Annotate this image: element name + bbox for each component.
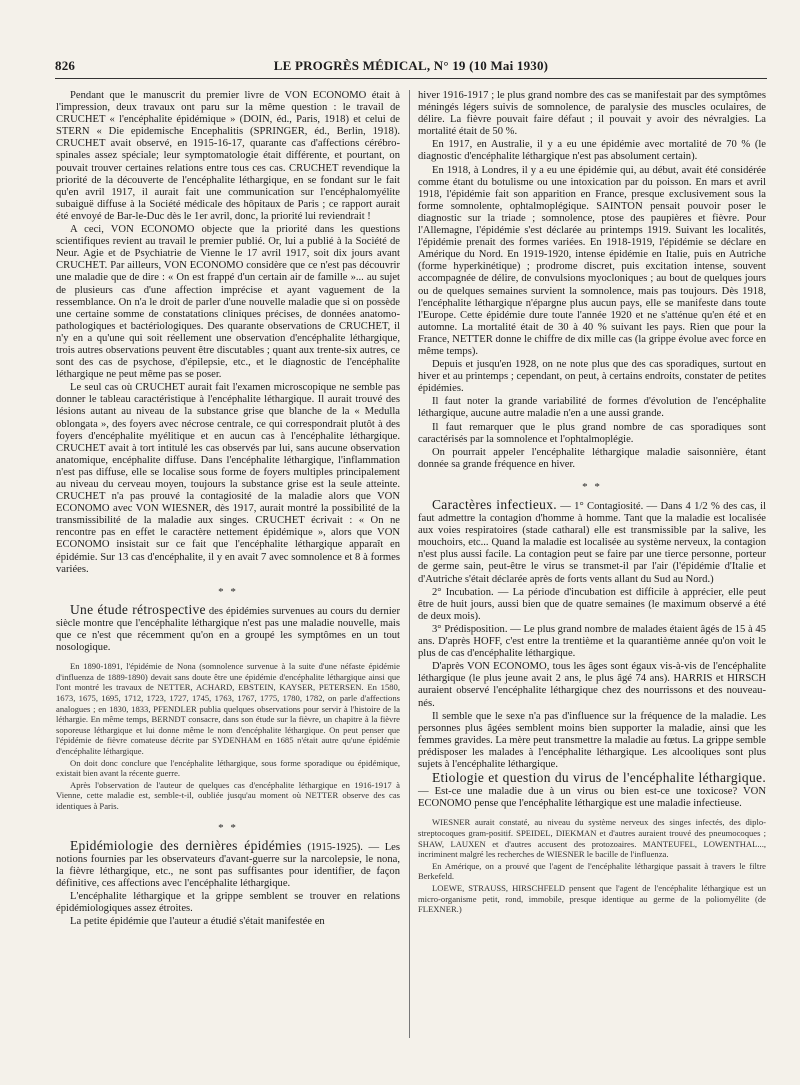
paragraph: Pendant que le manuscrit du premier livre de VON ECONOMO était à l'impression, deux travaux ont paru sur la même question : le travail de CRUCHET « l'encéphalite épidémique » (DOIN, éd., Paris, 1918) et celui de STERN « Die epidemische Encephalitis (SPRINGER, éd., Berlin, 1918). CRUCHET avait observé, en 1915-16-17, quarante cas d'affections cérébro-spinales assez spéciale; leur symptomatologie était différente, et pourtant, on pouvait trouver certaines relations entre tous ces cas. CRUCHET revendique la priorité de la découverte de l'encéphalite léthargique, en se fondant sur le fait qu'en avril 1917, il aurait fait une communication sur l'encéphalomyélite subaiguë diffuse à la Société médicale des hôpitaux de Paris ; ce rapport aurait été envoyé de Bar-le-Duc dès le 1er avril, donc, la priorité lui reviendrait ! xyxy=(56,90,400,222)
small-paragraph: LOEWE, STRAUSS, HIRSCHFELD pensent que l'agent de l'encéphalite léthargique est un micro-organisme petit, rond, immobile, presque identique au germe de la poliomyélite (de FLEXNER.) xyxy=(418,882,766,915)
section-text: — 1° Contagiosité. — Dans 4 1/2 % des cas, il faut admettre la contagion d'homme à homme. Tant que la maladie est localisée aux voies respiratoires (stade catharal) elle est transmissible par la salive, les mouchoirs, etc... Quand la maladie est localisée au système nerveux, la contagion n'est plus aussi facile. La contagion peut se faire par une tierce personne, porteur de germe sain, peut-être le virus se transmet-il par l'air (l'épidémie d'Italie et d'Autriche s'était déclarée après de forts vents allant du Sud au Nord.) xyxy=(418,501,766,585)
paragraph: hiver 1916-1917 ; le plus grand nombre des cas se manifestait par des symptômes méningés légers suivis de somnolence, de paralysie des muscles oculaires, de délire. La fièvre pouvait faire défaut ; il pouvait y avoir des névralgies. La mortalité était de 50 %. xyxy=(418,90,766,138)
header-rule xyxy=(55,78,767,79)
section-separator: * * xyxy=(218,821,238,834)
right-column xyxy=(418,90,766,916)
paragraph: 3° Prédisposition. — Le plus grand nombre de malades étaient âgés de 15 à 45 ans. D'après HOFF, c'est entre la trentième et la quarantième année qu'on voit le plus de cas d'encéphalite léthargique. xyxy=(418,623,766,660)
footnote-block xyxy=(418,817,766,914)
section-separator: * * xyxy=(218,585,238,598)
section-text: des épidémies survenues au cours du dernier siècle montre que l'encéphalite léthargique n'est pas une maladie nouvelle, mais que ce n'est que récemment qu'on en a groupé les symptômes en un tout nosologique. xyxy=(56,605,401,654)
page-header xyxy=(55,58,767,80)
section-text: — Est-ce une maladie due à un virus ou bien est-ce une toxicose? VON ECONOMO pense que l'encéphalite léthargique est une maladie infectieuse. xyxy=(418,786,766,810)
small-paragraph: On doit donc conclure que l'encéphalite léthargique, sous forme sporadique ou épidémique, existait bien avant la récente guerre. xyxy=(56,757,400,779)
paragraph: Il faut noter la grande variabilité de formes d'évolution de l'encéphalite léthargique, aucune autre maladie n'en a une aussi grande. xyxy=(418,396,766,420)
section-heading: Caractères infectieux. xyxy=(432,497,557,512)
paragraph: Il semble que le sexe n'a pas d'influence sur la fréquence de la maladie. Les personnes plus âgées semblent moins bien supporter la maladie, ainsi que les femmes gravides. La mère peut transmettre la maladie au fœtus. La grippe semble prédisposer les malades à l'encéphalite léthargique. Les alcooliques sont plus sujets à l'encéphalite léthargique. xyxy=(418,710,766,770)
paragraph: 2° Incubation. — La période d'incubation est difficile à apprécier, elle peut être de huit jours, aussi bien que de quatre semaines (le maximum observé a été de deux mois). xyxy=(418,586,766,622)
section-heading: Epidémiologie des dernières épidémies xyxy=(70,837,302,853)
section-heading: Etiologie et question du virus de l'encéphalite léthargique. xyxy=(432,770,766,786)
paragraph: Depuis et jusqu'en 1928, on ne note plus que des cas sporadiques, surtout en hiver et au printemps ; cependant, on peut, à certains endroits, constater de petites épidémies. xyxy=(418,359,766,395)
paragraph: A ceci, VON ECONOMO objecte que la priorité dans les questions scientifiques revient au travail le premier publié. Or, lui a publié à la Société de Neur. Agie et de Psychiatrie de Vienne le 17 avril 1917, soit dix jours avant CRUCHET. Par ailleurs, VON ECONOMO considère que ce n'est pas découvrir une maladie que de dire : « On est frappé d'un certain air de famille »... au sujet de plusieurs cas d'une affection imprécise et ayant vaguement de la ressemblance. On n'a le droit de parler d'une nouvelle maladie que si on possède une certaine somme de constatations cliniques précises, de données anatomo-pathologiques et bactériologiques. Des quarante observations de CRUCHET, il n'y en a qu'une qui soit réellement une observation d'encéphalite léthargique, trois autres observations peuvent être discutables ; quant aux trente-six autres, ce sont des cas de psychose, d'épilepsie, etc., et le diagnostic de l'encéphalite léthargique ne peut même pas se poser. xyxy=(56,224,400,381)
small-paragraph: En Amérique, on a prouvé que l'agent de l'encéphalite léthargique passait à travers le filtre Berkefeld. xyxy=(418,860,766,882)
section-paragraph xyxy=(418,499,766,586)
paragraph: D'après VON ECONOMO, tous les âges sont égaux vis-à-vis de l'encéphalite léthargique (le plus jeune avait 2 ans, le plus âgé 74 ans). HARRIS et HIRSCH auraient observé l'encéphalite léthargique chez des nourrissons et des nouveau-nés. xyxy=(418,661,766,709)
small-paragraph: En 1890-1891, l'épidémie de Nona (somnolence survenue à la suite d'une néfaste épidémie d'influenza de 1889-1890) devait sans doute être une épidémie d'encéphalite léthargique ainsi que l'ont montré les travaux de NETTER, ACHARD, EBSTEIN, KAYSER, PETERSEN. En 1580, 1673, 1675, 1695, 1712, 1723, 1727, 1745, 1763, 1767, 1775, 1780, 1782, on parle d'affections analogues ; en 1830, 1833, PFENDLER publia quelques observations pour servir à l'histoire de la léthargie. En même temps, BERNDT consacre, dans son étude sur la fièvre, un chapitre à la fièvre soporeuse léthargique et lui donne même le nom d'encéphalite léthargique. On peut penser que l'épidémie de fièvre comateuse décrite par SYDENHAM en 1685 n'était autre qu'une épidémie d'encéphalite léthargique. xyxy=(56,661,400,756)
small-paragraph: WIESNER aurait constaté, au niveau du système nerveux des singes infectés, des diplo-streptocoques gram-positif. SPEIDEL, DIEKMAN et d'autres auraient trouvé des pneumocoques ; SHAW, LAUXEN et d'autres accusent des protozoaires. MANTEUFEL, LOWENTHAL..., incriminent malgré les recherches de WIESNER le bacille de l'influenza. xyxy=(418,817,766,860)
section-separator: * * xyxy=(582,480,602,493)
paragraph: En 1918, à Londres, il y a eu une épidémie qui, au début, avait été considérée comme étant du botulisme ou une intoxication par du poisson. En mars et avril 1918, l'épidémie fait son apparition en France, presque exclusivement sous la forme somnolente, ophtalmoplégique. SAINTON pensait pouvoir poser le diagnostic sur la triade ; somnolence, ptose des paupières et fièvre. Pour l'Allemagne, l'épidémie s'est déclarée au printemps 1919. Suivant les localités, l'épidémie prenait des formes variées. En 1918-1919, l'épidémie se déclare en Amérique du Nord. En 1919-1920, intense épidémie en Italie, puis en Autriche (forme hyperkinétique) ; prodrome discret, puis excitation intense, souvent accompagnée de délire, de convulsions myocloniques ; au bout de quelques jours ou de quelques semaines survient la somnolence, mais pas toujours. Dès 1918, l'encéphalite léthargique n'épargne plus aucun pays, elle se manifeste dans toute l'Europe. Cette épidémie dure toute l'année 1920 et ne s'atténue qu'en été et en automne. La mortalité était de 30 à 40 % suivant les pays. Rien que pour la France, NETTER donne le chiffre de dix mille cas (la grippe évolue avec force en même temps). xyxy=(418,164,766,357)
section-text: (1915-1925). — Les notions fournies par les observateurs d'avant-guerre sur la narcolepsie, le nona, la fièvre léthargique, etc., ne sont pas suffisantes pour identifier, de façon définitive, ces affections avec l'encéphalite léthargique. xyxy=(56,841,400,889)
paragraph: En 1917, en Australie, il y a eu une épidémie avec mortalité de 70 % (le diagnostic d'encéphalite léthargique n'est pas absolument certain). xyxy=(418,139,766,163)
paragraph: L'encéphalite léthargique et la grippe semblent se trouver en relations épidémiologiques assez étroites. xyxy=(56,891,400,915)
small-paragraph: Après l'observation de l'auteur de quelques cas d'encéphalite léthargique en 1916-1917 à Vienne, cette maladie est, semble-t-il, oubliée jusqu'au moment où NETTER observe des cas identiques à Paris. xyxy=(56,779,400,811)
paragraph: Il faut remarquer que le plus grand nombre de cas sporadiques sont caractérisés par la somnolence et l'ophtalmoplégie. xyxy=(418,421,766,445)
column-divider xyxy=(409,90,410,1038)
paragraph: Le seul cas où CRUCHET aurait fait l'examen microscopique ne semble pas donner le tableau caractéristique à l'encéphalite léthargique. Il aurait trouvé des lésions autant au niveau de la substance grise que blanche de la « Medulla oblongata », des foyers avec nécrose centrale, ce qui correspondrait plutôt à des foyers d'encéphalite myélitique et en aucun cas à l'encéphalite léthargique. CRUCHET avait à tort intitulé les cas observés par lui, sans aucune observation anatomique, encéphalite diffuse. Dans l'encéphalite léthargique, l'inflammation n'est pas diffuse, elle se localise sous forme de foyers multiples principalement au niveau du cerveau moyen, toujours la substance grise est la seule atteinte. CRUCHET n'a pas prouvé la contagiosité de la maladie alors que VON ECONOMO avec VON WIESNER, dès 1917, aurait montré la possibilité de la transmissibilité de la maladie aux singes. CRUCHET écrivait : « On ne rencontre pas en effet le caractère nettement épidémique », alors que VON ECONOMO insistait sur ce fait que l'encéphalite léthargique apparaît en épidémie. Sur 13 cas d'encéphalite, il y en avait 7 avec somnolence et 8 à formes variées. xyxy=(56,382,400,575)
left-column xyxy=(56,90,400,929)
footnote-block xyxy=(56,661,400,811)
section-paragraph xyxy=(56,837,400,890)
section-paragraph xyxy=(418,772,766,810)
page-number: 826 xyxy=(55,58,76,73)
paragraph: La petite épidémie que l'auteur a étudié s'était manifestée en xyxy=(70,916,325,928)
paragraph: On pourrait appeler l'encéphalite léthargique maladie saisonnière, étant donnée sa grande fréquence en hiver. xyxy=(418,446,766,470)
section-heading: Une étude rétrospective xyxy=(70,601,206,617)
journal-title: LE PROGRÈS MÉDICAL, N° 19 (10 Mai 1930) xyxy=(273,58,549,73)
section-paragraph xyxy=(56,601,401,654)
